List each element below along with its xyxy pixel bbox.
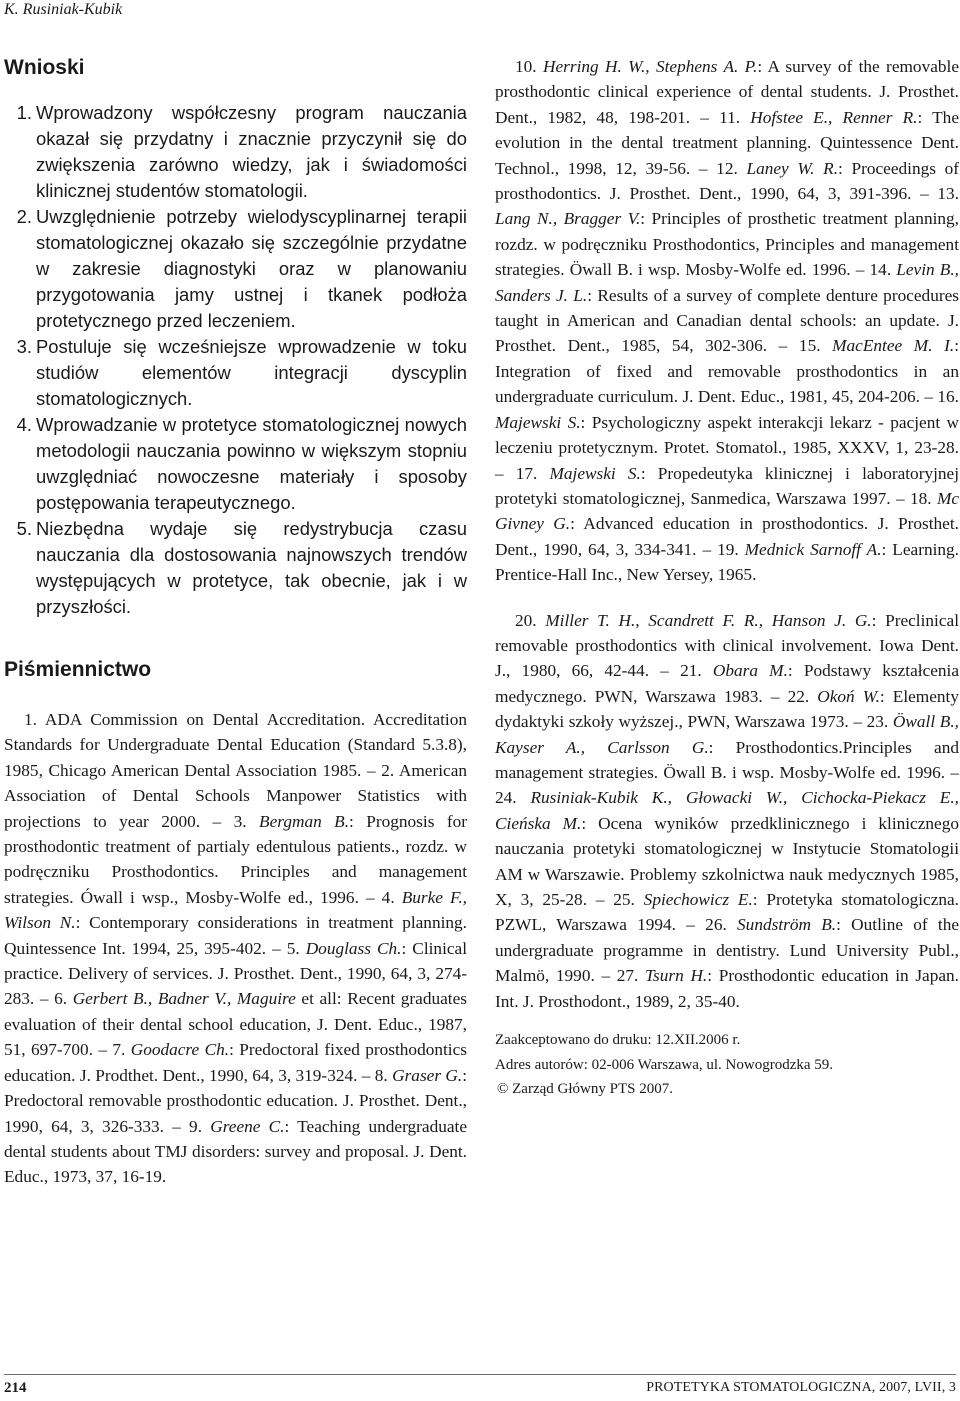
reference-text: : Proceedings of prosthodontics. J. Prosthet. Dent., 1990, 64, 3, 391-396. [495, 158, 960, 204]
reference-author: Herring H. W., Stephens A. P. [542, 57, 758, 76]
reference-separator: – [919, 387, 938, 407]
reference-number: 8. [374, 1065, 393, 1085]
reference-separator: – [200, 811, 234, 831]
conclusion-item-4 [4, 412, 467, 516]
reference-number: 17. [515, 463, 550, 483]
reference-author: Obara M. [712, 661, 788, 681]
reference-separator: – [34, 989, 55, 1009]
reference-text: : Preclinical removable prosthodontics with clinical involvement. Iowa Dent. J., 1980, 66, 42-44. [495, 610, 959, 681]
reference-text: : Clinical practice. Delivery of services. J. Prosthet. Dent., 1990, 64, 3, 274-283. [4, 938, 468, 1009]
reference-number: 4. [381, 887, 402, 907]
reference-number: 1. [24, 710, 45, 729]
reference-separator: – [495, 463, 516, 483]
reference-author: MacEntee M. I. [832, 336, 955, 356]
reference-author: Okoń W. [817, 686, 880, 706]
reference-separator: – [848, 712, 867, 732]
reference-text: : Propedeutyka klinicznej i laboratoryjnej protetyki stomatologicznej, Sanmedica, Warszawa 1997. [495, 463, 960, 508]
conclusion-item-1 [4, 100, 467, 204]
left-column [4, 54, 467, 1190]
reference-number: 3. [233, 811, 260, 831]
reference-number: 16. [937, 387, 959, 407]
reference-text: ADA Commission on Dental Accreditation. Accreditation Standards for Undergraduate Dental Education (Standard 5.3.8), 1985, Chicago American Dental Association 1985. [4, 710, 467, 780]
reference-author: Spiechowicz E. [643, 890, 753, 909]
conclusion-number: 2. [16, 206, 32, 227]
reference-text: : Contemporary considerations in treatment planning. Quintessence Int. 1994, 25, 395-402. [4, 913, 467, 958]
reference-author: Burke F., Wilson N. [4, 887, 467, 933]
conclusion-text: Wprowadzanie w protetyce stomatologicznej nowych metodologii nauczania powinno w większym stopniu uwzględniać nowoczesne materiały i sposoby postępowania terapeutycznego. [36, 414, 467, 513]
reference-number: 20. [515, 610, 546, 630]
reference-text: : Protetyka stomatologiczna. PZWL, Warszawa 1994. [495, 890, 959, 935]
references-list-left [4, 707, 467, 1190]
reference-text: : Advanced education in prosthodontics. J. Prosthet. Dent., 1990, 64, 3, 334-341. [495, 514, 959, 559]
reference-item [495, 464, 959, 508]
reference-text: : Integration of fixed and removable prosthodontics in an undergraduate curriculum. J. Dent. Educ., 1981, 45, 204-206. [495, 336, 960, 407]
reference-author: Miller T. H., Scandrett F. R., Hanson J. G. [545, 610, 872, 630]
conclusion-text: Niezbędna wydaje się redystrybucja czasu nauczania dla dostosowania najnowszych trendów występujących w protetyce, tak obecnie, jak i w przyszłości. [36, 518, 467, 617]
reference-number: 27. [616, 966, 646, 986]
reference-number: 25. [613, 890, 644, 909]
article-info [495, 1028, 959, 1102]
reference-author: Mc Givney G. [495, 488, 960, 534]
reference-text: : Prosthodontics.Principles and management strategies. Öwall B. i wsp. Mosby-Wolfe ed. 1996. [495, 737, 959, 782]
reference-text: : Predoctoral fixed prosthodontics education. J. Prodthet. Dent., 1990, 64, 3, 319-324. [4, 1040, 467, 1085]
reference-author: Mednick Sarnoff A. [744, 539, 882, 559]
conclusion-item-3 [4, 334, 467, 412]
conclusion-text: Postuluje się wcześniejsze wprowadzenie w toku studiów elementów integracji dyscyplin stomatologicznych. [36, 336, 467, 409]
conclusion-item-2 [4, 204, 467, 334]
reference-number: 2. [381, 760, 399, 780]
reference-number: 9. [189, 1116, 211, 1136]
reference-text: : Psychologiczny aspekt interakcji lekarz - pacjent w leczeniu protetycznym. Protet. Stomatol., 1985, XXXV, 1, 23-28. [495, 412, 959, 458]
reference-author: Tsurn H. [645, 966, 708, 986]
reference-number: 23. [866, 712, 893, 732]
reference-number: 26. [705, 915, 738, 935]
reference-text: : The evolution in the dental treatment planning. Quintessence Dent. Technol., 1998, 12, 39-56. [495, 107, 959, 178]
reference-text: : Predoctoral removable prosthodontic education. J. Prosthet. Dent., 1990, 64, 3, 326-333. [4, 1065, 468, 1136]
reference-author: Rusiniak-Kubik K., Głowacki W., Cichocka-Piekacz E., Cieńska M. [495, 788, 960, 833]
reference-text: : Prognosis for prosthodontic treatment of partialy edentulous patients., rozdz. w podręczniku Prosthodontics. Principles and management strategies. Ówall i wsp., Mosby-Wolfe ed., 1996. [4, 811, 468, 907]
reference-separator: – [690, 107, 720, 127]
reference-text: : Learning. Prentice-Hall Inc., New Yersey, 1965. [495, 539, 959, 585]
reference-author: Majewski S. [495, 412, 581, 432]
copyright-notice: © Zarząd Główny PTS 2007. [497, 1081, 673, 1098]
reference-text: : Podstawy kształcenia medycznego. PWN, Warszawa 1983. [495, 661, 960, 706]
reference-author: Hofstee E., Renner R. [750, 107, 918, 127]
reference-number: 14. [869, 260, 897, 280]
reference-number: 7. [112, 1040, 131, 1060]
reference-separator: – [357, 1065, 375, 1085]
conclusions-list [4, 100, 467, 620]
reference-number: 11. [719, 107, 751, 127]
reference-separator: – [649, 661, 681, 681]
footer-divider [4, 1374, 956, 1375]
reference-author: Sundström B. [737, 915, 837, 935]
reference-separator: – [358, 887, 382, 907]
references-list-right [495, 54, 959, 588]
reference-number: 24. [495, 788, 531, 808]
reference-number: 22. [787, 686, 818, 706]
reference-separator: – [850, 260, 870, 280]
reference-separator: – [163, 1116, 190, 1136]
reference-separator: – [266, 938, 287, 958]
page-number: 214 [4, 1380, 27, 1396]
conclusion-number: 3. [16, 336, 32, 357]
reference-author: Bergman B. [259, 811, 350, 831]
reference-number: 21. [680, 661, 713, 681]
reference-author: Majewski S. [549, 463, 641, 483]
conclusions-heading: Wnioski [4, 56, 85, 79]
reference-author: Laney W. R. [746, 158, 839, 178]
references-heading: Piśmiennictwo [4, 658, 152, 681]
running-header-author: K. Rusiniak-Kubik [4, 1, 123, 18]
reference-separator: – [911, 184, 938, 204]
reference-text: : Results of a survey of complete denture procedures taught in American and Canadian dental schools: an update. J. Prosthet. Dent., 1985, 54, 302-306. [495, 285, 959, 356]
author-address: Adres autorów: 02-006 Warszawa, ul. Nowogrodzka 59. [495, 1056, 834, 1073]
conclusion-text: Uwzględnienie potrzeby wielodyscyplinarnej terapii stomatologicznej okazało się szczególnie przydatne w zakresie diagnostyki oraz w planowaniu przygotowania jamy ustnej i tkanek podłoża protetycznego przed leczeniem. [36, 206, 467, 331]
reference-text: : Elementy dydaktyki szkoły wyższej., PWN, Warszawa 1973. [495, 686, 959, 732]
reference-separator: – [945, 762, 959, 782]
conclusion-number: 1. [16, 102, 32, 123]
journal-footer: PROTETYKA STOMATOLOGICZNA, 2007, LVII, 3 [646, 1380, 956, 1395]
reference-text: : Principles of prosthetic treatment planning, rozdz. w podręczniku Prosthodontics, Principles and management strategies. Öwall B. i wsp. Mosby-Wolfe ed. 1996. [495, 209, 959, 280]
conclusion-item-5 [4, 516, 467, 620]
reference-author: Douglass Ch. [305, 938, 402, 958]
references-list-right-continued [495, 608, 959, 1015]
reference-number: 5. [286, 938, 306, 958]
reference-text: : Ocena wyników przedklinicznego i klinicznego nauczania protetyki stomatologicznej w Instytucie Stomatologii AM w Warszawie. Problemy szkolnictwa nauk medycznych 1985, X, 3, 25-28. [495, 813, 959, 909]
reference-text: American Association of Dental Schools Manpower Statistics with projections to year 2000. [4, 760, 468, 831]
reference-separator: – [361, 760, 382, 780]
reference-separator: – [762, 686, 788, 706]
reference-author: Gerbert B., Badner V., Maguire [72, 989, 296, 1009]
reference-author: Graser G. [392, 1065, 463, 1085]
reference-separator: – [92, 1040, 113, 1060]
reference-author: Levin B., Sanders J. L. [495, 260, 959, 305]
reference-number: 12. [716, 158, 747, 178]
reference-separator: – [676, 915, 706, 935]
conclusion-text: Wprowadzony współczesny program nauczania okazał się przydatny i znacznie przyczynił się do zwiększenia zarówno wiedzy, jak i świadomości klinicznej studentów stomatologii. [36, 102, 467, 201]
reference-author: Öwall B., Kayser A., Carlsson G. [495, 712, 959, 757]
reference-author: Goodacre Ch. [130, 1040, 230, 1060]
reference-text: : Teaching undergraduate dental students about TMJ disorders: survey and proposal. J. Dent. Educ., 1973, 37, 16-19. [4, 1116, 468, 1187]
reference-author: Greene C. [210, 1116, 285, 1136]
reference-number: 15. [798, 336, 833, 356]
reference-separator: – [767, 336, 799, 356]
reference-author: Lang N., Bragger V. [495, 209, 641, 229]
reference-number: 13. [937, 184, 960, 204]
conclusion-number: 5. [16, 518, 32, 539]
reference-separator: – [890, 488, 910, 508]
reference-separator: – [587, 890, 614, 909]
reference-number: 19. [717, 539, 745, 559]
reference-text: et all: Recent graduates evaluation of their dental school education, J. Dent. Educ., 1987, 51, 697-700. [4, 989, 467, 1060]
reference-separator: – [696, 539, 718, 559]
reference-text: : Outline of the undergraduate programme in dentistry. Lund University Publ., Malmö, 1990. [495, 915, 960, 986]
reference-text: : A survey of the removable prosthodontic clinical experience of dental students. J. Prosthet. Dent., 1982, 48, 198-201. [495, 57, 959, 127]
conclusion-number: 4. [16, 414, 32, 435]
reference-text: : Prosthodontic education in Japan. Int. J. Prosthodont., 1989, 2, 35-40. [495, 966, 959, 1011]
right-column [495, 54, 959, 1102]
acceptance-date: Zaakceptowano do druku: 12.XII.2006 r. [495, 1032, 741, 1049]
reference-number: 6. [54, 989, 73, 1009]
reference-separator: – [594, 966, 617, 986]
reference-number: 18. [909, 488, 937, 508]
reference-separator: – [690, 158, 717, 178]
reference-number: 10. [515, 57, 543, 76]
